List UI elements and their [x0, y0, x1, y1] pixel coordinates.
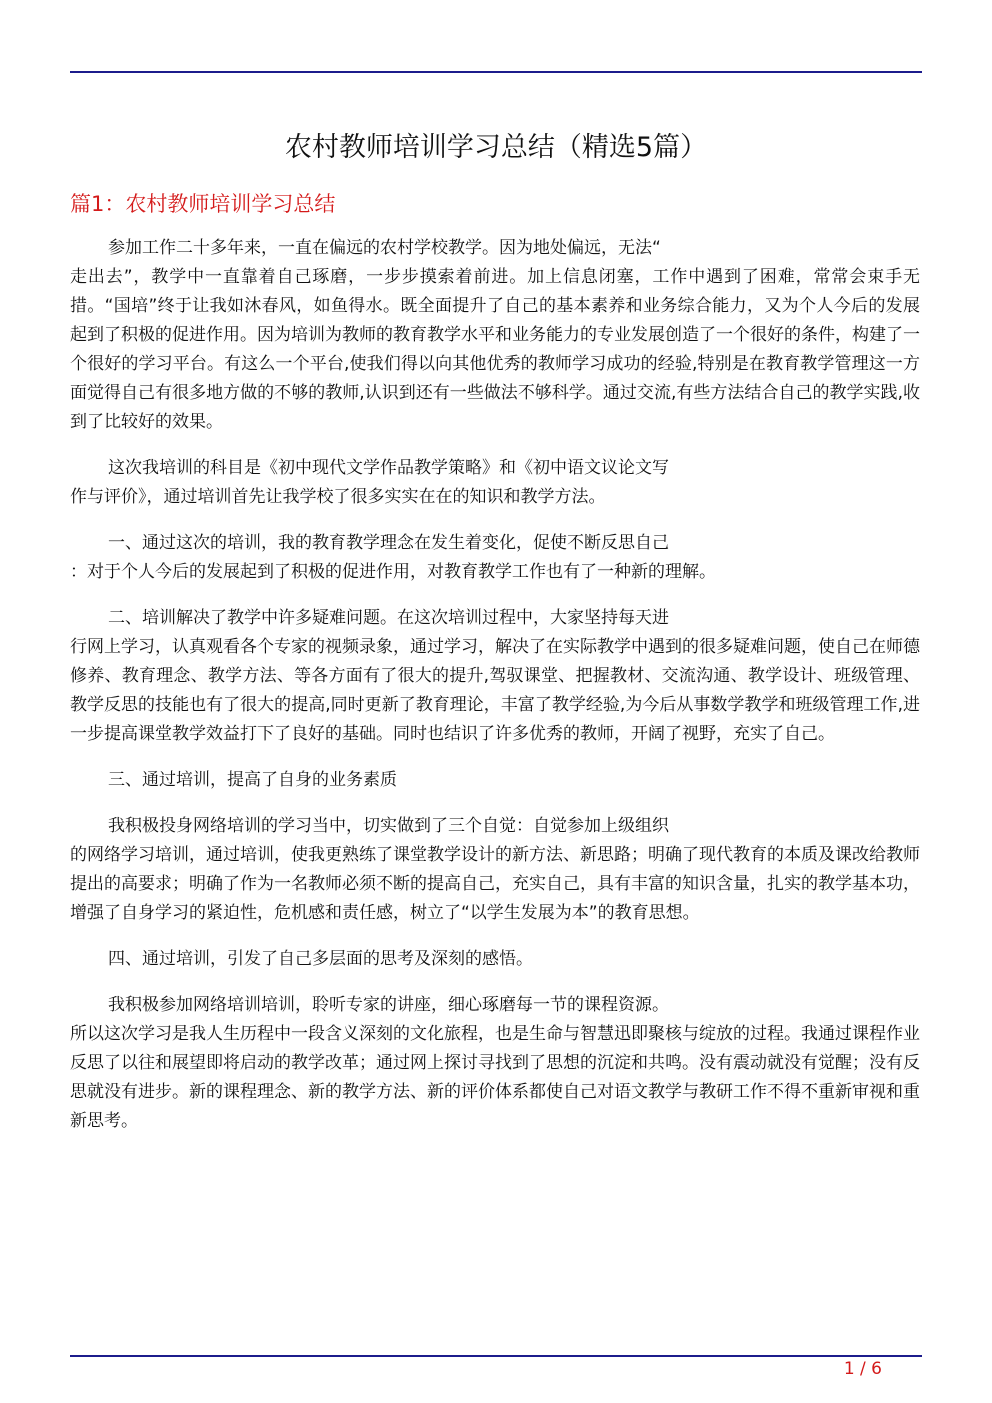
paragraph-3	[70, 529, 920, 587]
footer-rule	[70, 1355, 922, 1357]
paragraph-first-line: 我积极投身网络培训的学习当中，切实做到了三个自觉：自觉参加上级组织	[108, 816, 669, 836]
paragraph-text: 所以这次学习是我人生历程中一段含义深刻的文化旅程，也是生命与智慧迅即聚核与绽放的过程。我通过课程作业反思了以往和展望即将启动的教学改革；通过网上探讨寻找到了思想的沉淀和共鸣。没有震动就没有觉醒；没有反思就没有进步。新的课程理念、新的教学方法、新的评价体系都使自己对语文教学与教研工作不得不重新审视和重新思考。	[70, 1024, 920, 1131]
paragraph-text: 走出去”，教学中一直靠着自己琢磨，一步步摸索着前进。加上信息闭塞，工作中遇到了困难，常常会束手无措。“国培”终于让我如沐春风，如鱼得水。既全面提升了自己的基本素养和业务综合能力，又为个人今后的发展起到了积极的促进作用。因为培训为教师的教育教学水平和业务能力的专业发展创造了一个很好的条件，构建了一个很好的学习平台。有这么一个平台,使我们得以向其他优秀的教师学习成功的经验,特别是在教育教学管理这一方面觉得自己有很多地方做的不够的教师,认识到还有一些做法不够科学。通过交流,有些方法结合自己的教学实践,收到了比较好的效果。	[70, 267, 920, 432]
paragraph-8	[70, 991, 920, 1136]
paragraph-first-line: 二、培训解决了教学中许多疑难问题。在这次培训过程中，大家坚持每天进	[108, 608, 669, 628]
paragraph-text: 行网上学习，认真观看各个专家的视频录象，通过学习，解决了在实际教学中遇到的很多疑难问题，使自己在师德修养、教育理念、教学方法、等各方面有了很大的提升,驾驭课堂、把握教材、交流沟通、教学设计、班级管理、教学反思的技能也有了很大的提高,同时更新了教育理论，丰富了教学经验,为今后从事数学教学和班级管理工作,进一步提高课堂教学效益打下了良好的基础。同时也结识了许多优秀的教师，开阔了视野，充实了自己。	[70, 637, 920, 744]
page-number: 1 / 6	[843, 1359, 882, 1379]
paragraph-1	[70, 234, 920, 437]
paragraph-7	[70, 945, 920, 974]
paragraph-first-line: 参加工作二十多年来，一直在偏远的农村学校教学。因为地处偏远，无法“	[108, 238, 661, 258]
header-rule	[70, 71, 922, 73]
paragraph-2	[70, 454, 920, 512]
paragraph-5	[70, 766, 920, 795]
paragraph-first-line: 我积极参加网络培训培训，聆听专家的讲座，细心琢磨每一节的课程资源。	[108, 995, 669, 1015]
paragraph-text: ：对于个人今后的发展起到了积极的促进作用，对教育教学工作也有了一种新的理解。	[70, 562, 716, 582]
paragraph-text: 作与评价》，通过培训首先让我学校了很多实实在在的知识和教学方法。	[70, 487, 606, 507]
paragraph-first-line: 一、通过这次的培训，我的教育教学理念在发生着变化，促使不断反思自己	[108, 533, 669, 553]
paragraph-first-line: 四、通过培训，引发了自己多层面的思考及深刻的感悟。	[108, 949, 533, 969]
paragraph-first-line: 这次我培训的科目是《初中现代文学作品教学策略》和《初中语文议论文写	[108, 458, 669, 478]
paragraph-6	[70, 812, 920, 928]
document-title: 农村教师培训学习总结（精选5篇）	[284, 132, 708, 163]
paragraph-4	[70, 604, 920, 749]
document-body	[70, 234, 920, 1153]
paragraph-first-line: 三、通过培训，提高了自身的业务素质	[108, 770, 397, 790]
section-heading: 篇1：农村教师培训学习总结	[70, 192, 336, 216]
paragraph-text: 的网络学习培训，通过培训，使我更熟练了课堂教学设计的新方法、新思路；明确了现代教育的本质及课改给教师提出的高要求；明确了作为一名教师必须不断的提高自己，充实自己，具有丰富的知识含量，扎实的教学基本功，增强了自身学习的紧迫性，危机感和责任感，树立了“以学生发展为本”的教育思想。	[70, 845, 920, 923]
